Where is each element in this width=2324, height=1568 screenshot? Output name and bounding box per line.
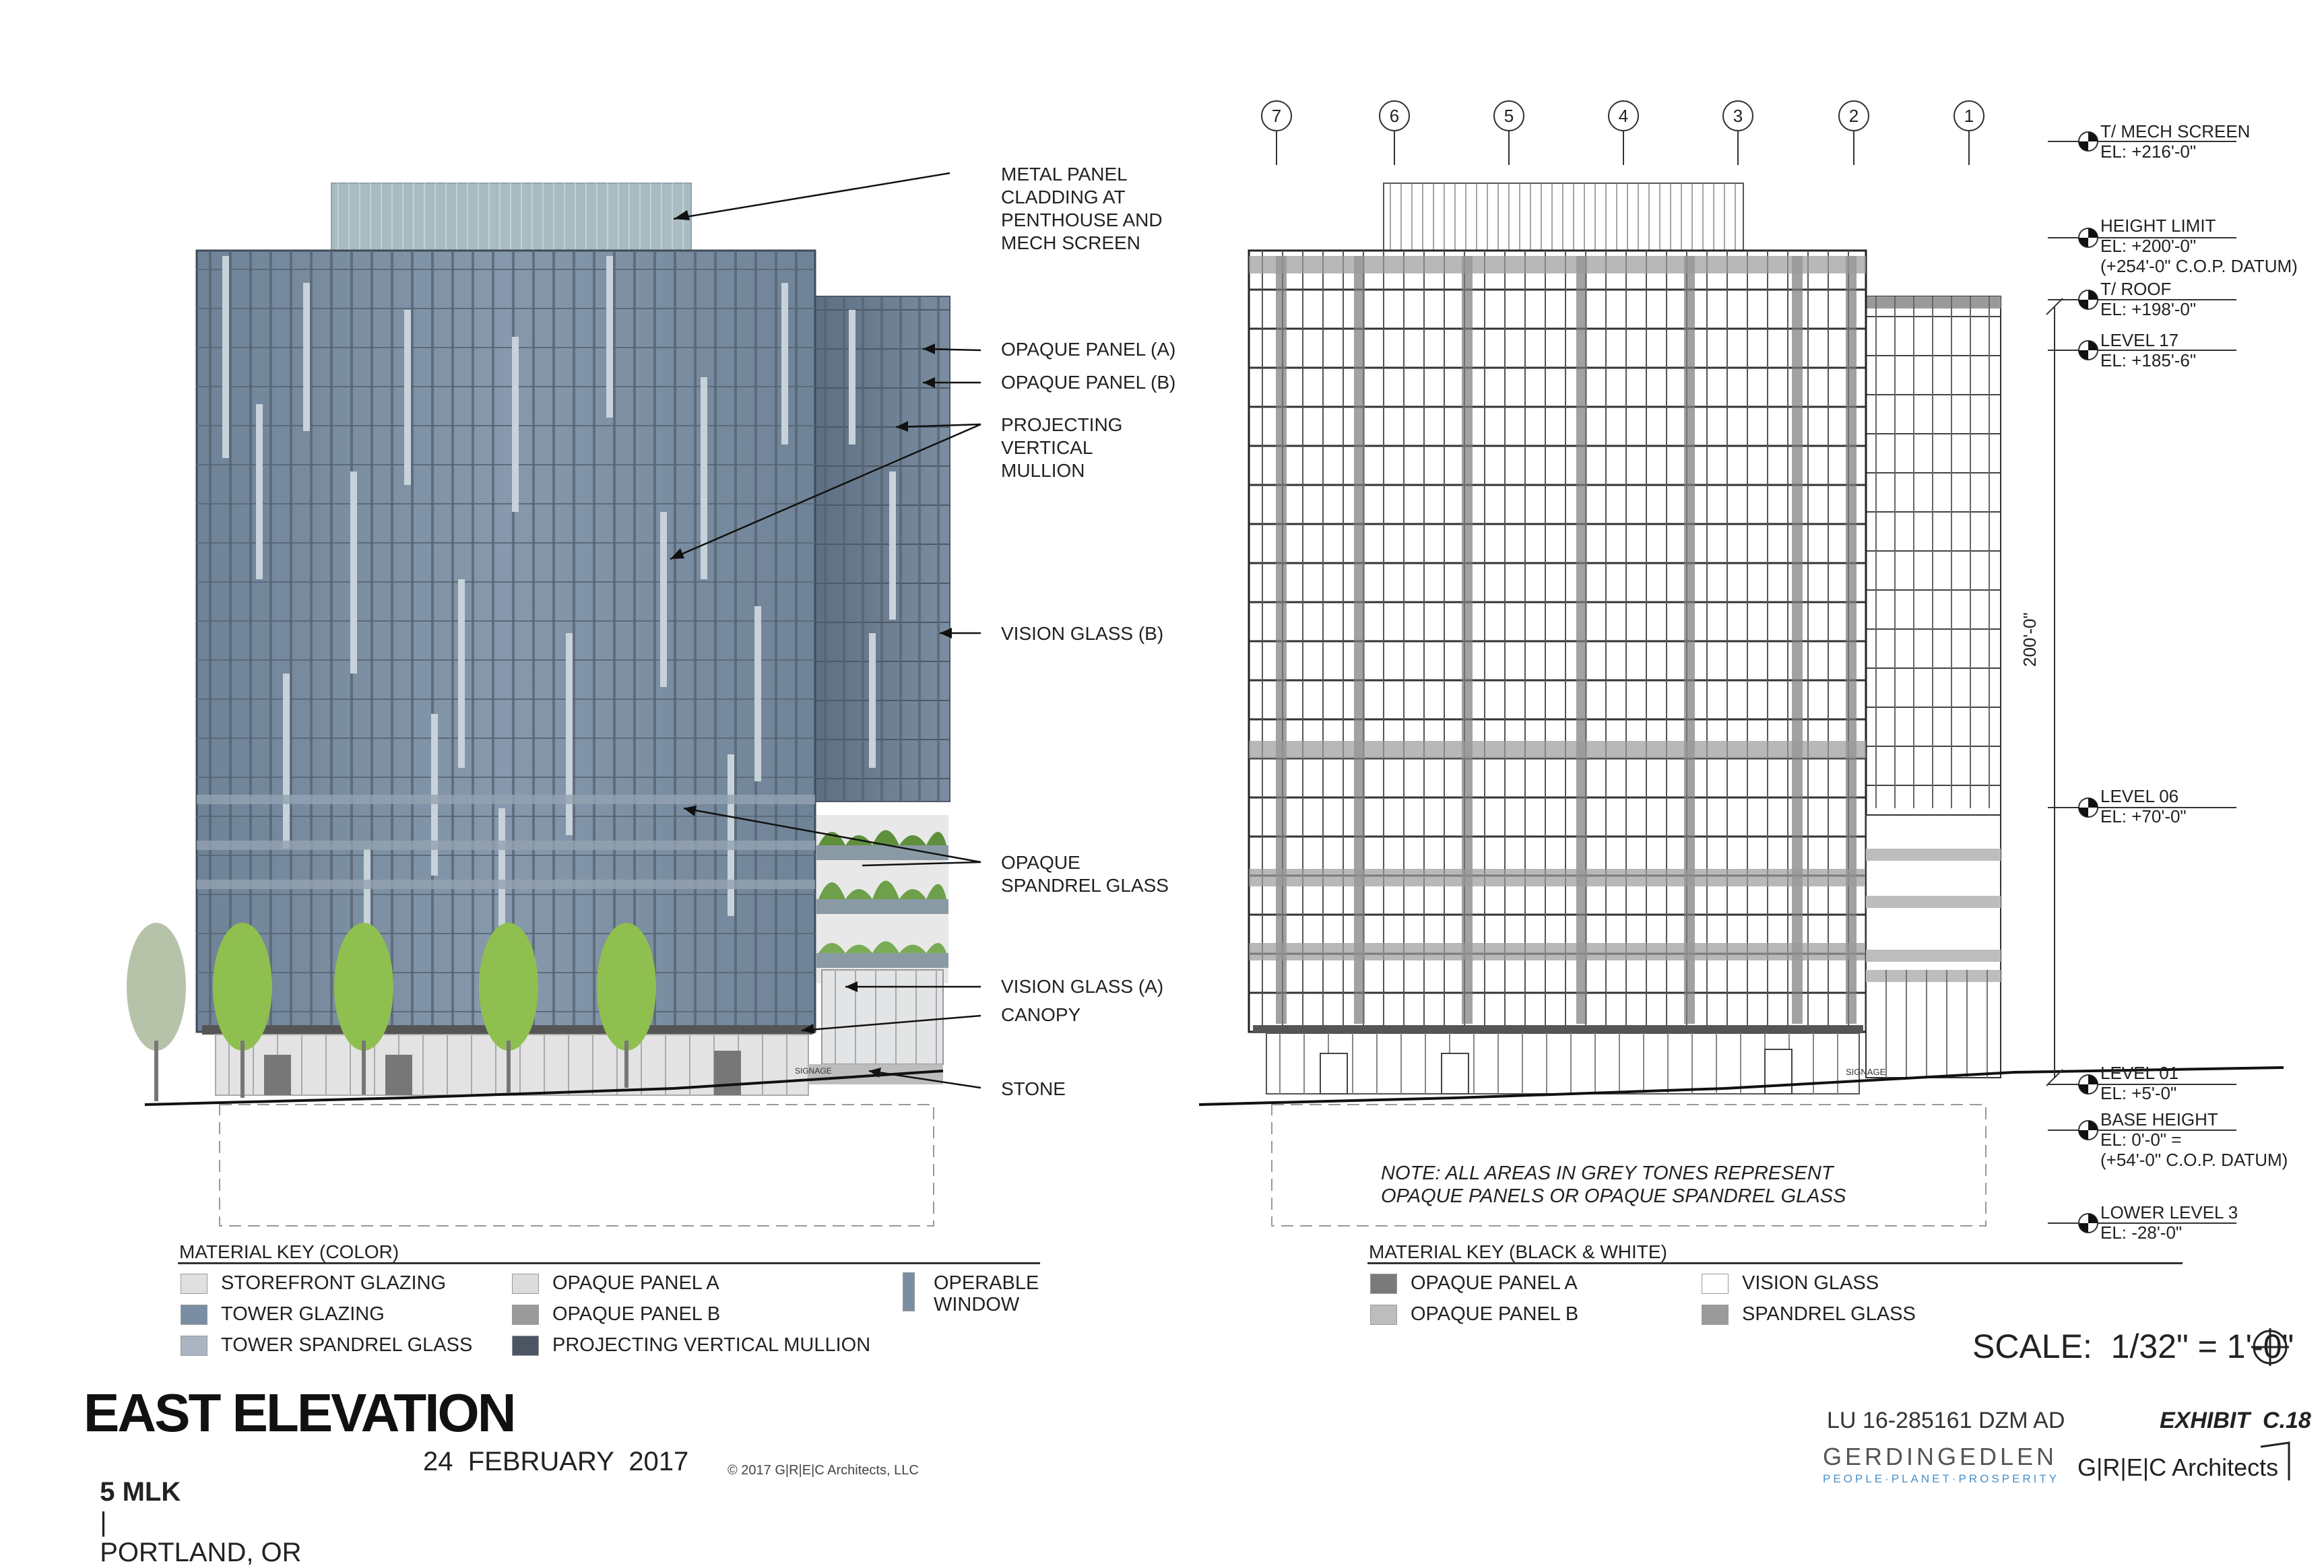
grid-label: 1 [1964, 106, 1974, 126]
spandrel-band [1249, 869, 1866, 886]
permit-number: LU 16-285161 DZM AD [1827, 1408, 2065, 1433]
opaque-panel-a [1792, 256, 1803, 1024]
opaque-panel-b [1866, 950, 2001, 962]
grid-label: 6 [1389, 106, 1400, 126]
spandrel-band [1249, 943, 1866, 960]
key-label: OPAQUE PANEL A [552, 1272, 719, 1294]
swatch [181, 1274, 207, 1294]
opaque-panel-a [458, 579, 465, 768]
key-bw-opaque-panel-b [1370, 1303, 1578, 1326]
swatch [512, 1336, 539, 1356]
opaque-panel-a [1276, 256, 1287, 1024]
gerding-edlen-wordmark: GERDINGEDLEN [1823, 1443, 2058, 1470]
key-storefront-glazing [181, 1272, 446, 1295]
key-opaque-panel-a [512, 1272, 719, 1295]
below-grade-outline [220, 1105, 934, 1226]
swatch [512, 1305, 539, 1325]
swatch [1370, 1274, 1397, 1294]
entry-door [264, 1055, 291, 1095]
key-bw-vision-glass [1702, 1272, 1879, 1295]
opaque-panel-a [728, 754, 734, 916]
north-arrow-icon [2251, 1328, 2289, 1366]
key-projecting-vertical-mullion [512, 1334, 870, 1357]
exhibit-number: EXHIBIT C.18 [2160, 1408, 2311, 1433]
bw-elevation-drawing [1186, 0, 2324, 1246]
key-label: PROJECTING VERTICAL MULLION [552, 1334, 871, 1356]
grid-label: 3 [1733, 106, 1743, 126]
gerding-edlen-tagline: PEOPLE·PLANET·PROSPERITY [1823, 1472, 2060, 1485]
opaque-panel-a [701, 377, 707, 579]
bw-penthouse [1384, 183, 1743, 251]
terrace-planters [816, 815, 948, 983]
grid-label: 4 [1618, 106, 1629, 126]
callout-opaque-spandrel: OPAQUE SPANDREL GLASS [1001, 852, 1169, 896]
level-t-roof: T/ ROOF EL: +198'-0" [2100, 279, 2197, 319]
swatch [1702, 1305, 1729, 1325]
key-label: OPAQUE PANEL B [552, 1303, 721, 1325]
key-tower-spandrel-glass [181, 1334, 472, 1357]
material-key-bw-rule [1367, 1262, 2183, 1264]
key-bw-spandrel-glass [1702, 1303, 1916, 1326]
level-17: LEVEL 17 EL: +185'-6" [2100, 330, 2197, 370]
callout-opaque-panel-a: OPAQUE PANEL (A) [1001, 339, 1176, 360]
grey-tones-note: NOTE: ALL AREAS IN GREY TONES REPRESENT OPAQUE PANELS OR OPAQUE SPANDREL GLASS [1381, 1163, 1846, 1207]
east-wing-vision-glass-a [822, 970, 943, 1064]
key-bw-opaque-panel-a [1370, 1272, 1578, 1295]
key-label: TOWER SPANDREL GLASS [221, 1334, 473, 1356]
spandrel-band [1249, 741, 1866, 758]
gerding-edlen-logo [1823, 1443, 2059, 1486]
opaque-panel-a [660, 512, 667, 687]
callout-projecting-mullion: PROJECTING VERTICAL MULLION [1001, 414, 1123, 481]
opaque-panel-a [754, 606, 761, 781]
opaque-panel-a [303, 283, 310, 431]
key-label: OPAQUE PANEL A [1411, 1272, 1578, 1294]
opaque-panel-a [889, 471, 896, 620]
height-dimension-label: 200'-0" [2020, 612, 2040, 667]
callout-metal-panel: METAL PANEL CLADDING AT PENTHOUSE AND MECH SCREEN [1001, 164, 1163, 253]
level-base-height: BASE HEIGHT EL: 0'-0" = (+54'-0" C.O.P. DATUM) [2100, 1109, 2288, 1170]
grid-label: 5 [1504, 106, 1514, 126]
opaque-panel-b [1866, 896, 2001, 908]
entry-door [1442, 1053, 1468, 1094]
grid-label: 7 [1271, 106, 1282, 126]
level-01: LEVEL 01 EL: +5'-0" [2100, 1063, 2179, 1103]
material-key-color-rule [178, 1262, 1040, 1264]
bw-canopy [1253, 1025, 1863, 1033]
entry-door [1320, 1053, 1347, 1094]
opaque-panel-a [222, 256, 229, 458]
swatch [1702, 1274, 1729, 1294]
opaque-panel-a [1462, 256, 1473, 1024]
key-label: VISION GLASS [1742, 1272, 1879, 1294]
opaque-panel-a [350, 471, 357, 674]
opaque-panel-a [1354, 256, 1365, 1024]
entry-door [714, 1051, 741, 1095]
level-height-limit: HEIGHT LIMIT EL: +200'-0" (+254'-0" C.O.P. DATUM) [2100, 216, 2298, 276]
callout-vision-glass-a: VISION GLASS (A) [1001, 976, 1164, 997]
sheet-date: 24 FEBRUARY 2017 [423, 1447, 689, 1476]
callout-opaque-panel-b: OPAQUE PANEL (B) [1001, 372, 1176, 393]
spandrel-band [1249, 256, 1866, 273]
opaque-panel-a [849, 310, 856, 445]
sheet-subtitle [85, 1447, 302, 1568]
project-name: 5 MLK [100, 1477, 181, 1507]
project-location: PORTLAND, OR [100, 1538, 302, 1567]
color-elevation-drawing [0, 0, 1051, 1246]
swatch [1370, 1305, 1397, 1325]
key-label: OPERABLE WINDOW [934, 1272, 1039, 1315]
material-key-bw-heading: MATERIAL KEY (BLACK & WHITE) [1369, 1241, 1667, 1262]
key-label: TOWER GLAZING [221, 1303, 385, 1325]
opaque-panel-a [256, 404, 263, 579]
opaque-panel-a [869, 633, 876, 768]
subtitle-separator: | [100, 1507, 107, 1537]
main-tower-glazing [197, 251, 815, 1032]
opaque-panel-b [1866, 849, 2001, 861]
swatch [181, 1336, 207, 1356]
copyright: © 2017 G|R|E|C Architects, LLC [728, 1463, 919, 1478]
opaque-panel-a [781, 283, 788, 445]
swatch [903, 1272, 915, 1311]
key-label: STOREFRONT GLAZING [221, 1272, 447, 1294]
key-label: OPAQUE PANEL B [1411, 1303, 1579, 1325]
key-tower-glazing [181, 1303, 385, 1326]
signage-label-bw: SIGNAGE [1846, 1067, 1886, 1077]
opaque-panel-a [512, 337, 519, 512]
level-t-mech-screen: T/ MECH SCREEN EL: +216'-0" [2100, 121, 2251, 162]
material-key-color-heading: MATERIAL KEY (COLOR) [179, 1241, 399, 1262]
spandrel-band [197, 841, 815, 850]
level-06: LEVEL 06 EL: +70'-0" [2100, 786, 2187, 826]
grec-logo-mark-icon [2259, 1441, 2293, 1482]
sheet-title: EAST ELEVATION [84, 1383, 515, 1443]
opaque-panel-a [283, 674, 290, 849]
opaque-panel-a [404, 310, 411, 485]
level-lower-level-3: LOWER LEVEL 3 EL: -28'-0" [2100, 1202, 2238, 1243]
swatch [512, 1274, 539, 1294]
drawing-scale: SCALE: 1/32" = 1'-0" [1972, 1328, 2294, 1365]
grid-label: 2 [1848, 106, 1859, 126]
key-operable-window [903, 1272, 1039, 1315]
grec-architects-logo: G|R|E|C Architects [2077, 1453, 2279, 1481]
spandrel-band [197, 795, 815, 804]
opaque-panel-a [1684, 256, 1695, 1024]
callout-stone: STONE [1001, 1078, 1066, 1099]
entry-door [385, 1055, 412, 1095]
swatch [181, 1305, 207, 1325]
callout-canopy: CANOPY [1001, 1004, 1081, 1025]
opaque-panel-a [566, 633, 573, 835]
callout-vision-glass-b: VISION GLASS (B) [1001, 623, 1164, 644]
opaque-panel-a [1576, 256, 1587, 1024]
key-label: SPANDREL GLASS [1742, 1303, 1916, 1325]
spandrel-band [197, 880, 815, 889]
key-opaque-panel-b [512, 1303, 720, 1326]
opaque-panel-a [606, 256, 613, 418]
signage-label-color: SIGNAGE [795, 1066, 832, 1076]
opaque-panel-a [1846, 256, 1857, 1024]
